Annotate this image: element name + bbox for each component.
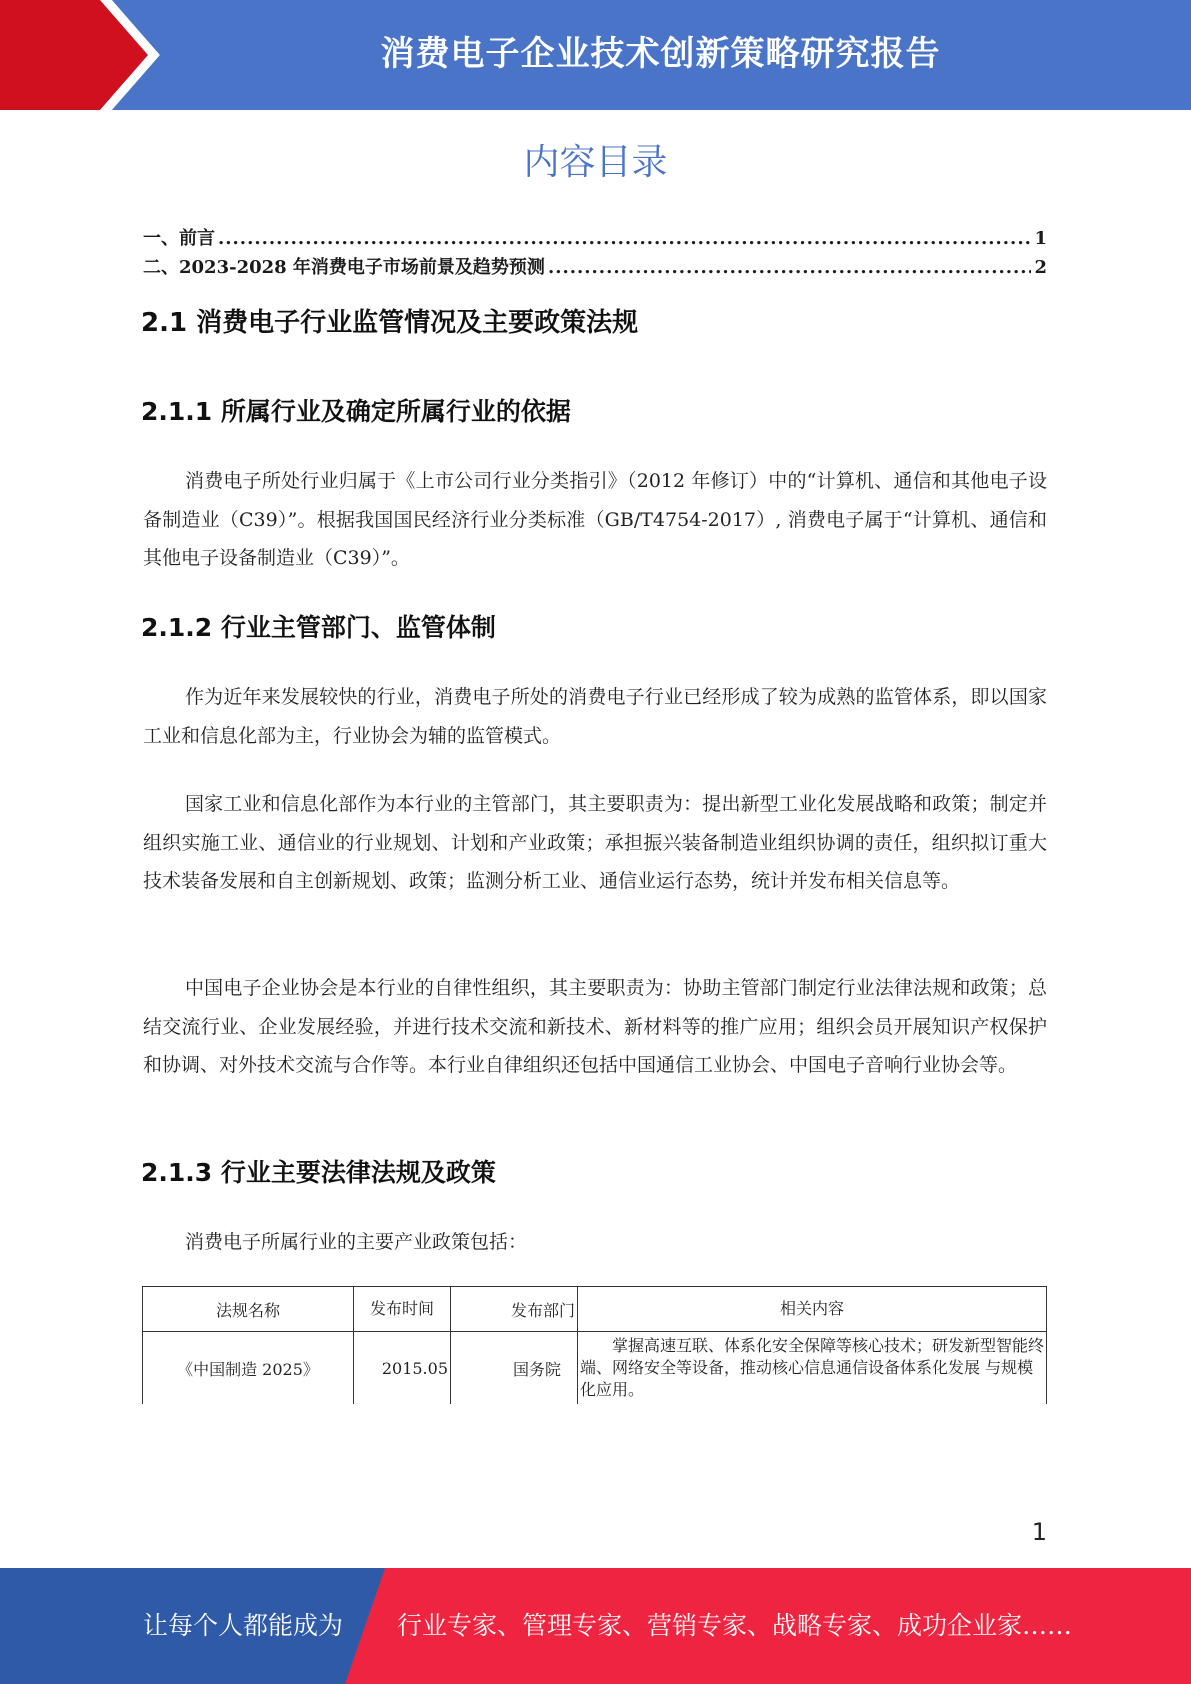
table-header-cell: 相关内容 (578, 1287, 1047, 1332)
table-row (143, 1332, 1047, 1405)
paragraph-industry-classification: 消费电子所处行业归属于《上市公司行业分类指引》（2012 年修订）中的“计算机、通信和其他电子设备制造业（C39）”。根据我国国民经济行业分类标准（GB/T4754-2017）, 消费电子属于“计算机、通信和其他电子设备制造业（C39）”。 (143, 470, 1047, 569)
section-heading-2-1-3: 2.1.3 行业主要法律法规及政策 (141, 1158, 496, 1187)
page-header (0, 0, 1191, 110)
section-heading-2-1-1: 2.1.1 所属行业及确定所属行业的依据 (141, 397, 571, 426)
table-cell-date: 2015.05 (354, 1332, 451, 1405)
paragraph-association-duties: 中国电子企业协会是本行业的自律性组织，其主要职责为：协助主管部门制定行业法律法规和政策；总结交流行业、企业发展经验，并进行技术交流和新技术、新材料等的推广应用；组织会员开展知识产权保护和协调、对外技术交流与合作等。本行业自律组织还包括中国通信工业协会、中国电子音响行业协会等。 (143, 977, 1047, 1076)
paragraph-policy-intro: 消费电子所属行业的主要产业政策包括： (185, 1231, 528, 1253)
toc-entry-label: 一、前言 (143, 228, 215, 249)
table-cell-content: 掌握高速互联、体系化安全保障等核心技术；研发新型智能终端、网络安全等设备，推动核心信息通信设备体系化发展 与规模化应用。 (578, 1332, 1047, 1405)
policy-table-container (142, 1286, 1050, 1404)
header-arrow-decoration (0, 0, 160, 110)
report-title: 消费电子企业技术创新策略研究报告 (380, 34, 941, 74)
policy-table (142, 1286, 1047, 1404)
paragraph-ministry-duties: 国家工业和信息化部作为本行业的主管部门，其主要职责为：提出新型工业化发展战略和政策；制定并组织实施工业、通信业的行业规划、计划和产业政策；承担振兴装备制造业组织协调的责任，组织拟订重大技术装备发展和自主创新规划、政策；监测分析工业、通信业运行态势，统计并发布相关信息等。 (143, 793, 1047, 892)
table-cell-name: 《中国制造 2025》 (143, 1332, 354, 1405)
toc-entry[interactable] (143, 224, 1047, 253)
toc-leader-dots (218, 228, 1031, 249)
toc-entry-label: 二、2023-2028 年消费电子市场前景及趋势预测 (143, 257, 545, 278)
toc-entry[interactable] (143, 253, 1047, 282)
toc-title: 内容目录 (523, 142, 668, 183)
page-number: 1 (1031, 1518, 1047, 1546)
table-of-contents (143, 224, 1047, 282)
table-cell-dept: 国务院 (451, 1332, 578, 1405)
footer-slogan-left: 让每个人都能成为 (143, 1611, 344, 1640)
table-header-cell: 发布时间 (354, 1287, 451, 1332)
table-header-cell: 发布部门 (451, 1287, 578, 1332)
toc-entry-page: 2 (1034, 257, 1047, 278)
paragraph-regulatory-system: 作为近年来发展较快的行业，消费电子所处的消费电子行业已经形成了较为成熟的监管体系，即以国家工业和信息化部为主，行业协会为辅的监管模式。 (143, 686, 1047, 747)
table-header-row (143, 1287, 1047, 1332)
page-footer (0, 1568, 1191, 1684)
toc-leader-dots (548, 257, 1032, 278)
table-header-cell: 法规名称 (143, 1287, 354, 1332)
footer-slogan-right: 行业专家、管理专家、营销专家、战略专家、成功企业家…… (397, 1611, 1073, 1640)
toc-entry-page: 1 (1034, 228, 1047, 249)
section-heading-2-1-2: 2.1.2 行业主管部门、监管体制 (141, 613, 496, 642)
section-heading-2-1: 2.1 消费电子行业监管情况及主要政策法规 (141, 308, 639, 338)
